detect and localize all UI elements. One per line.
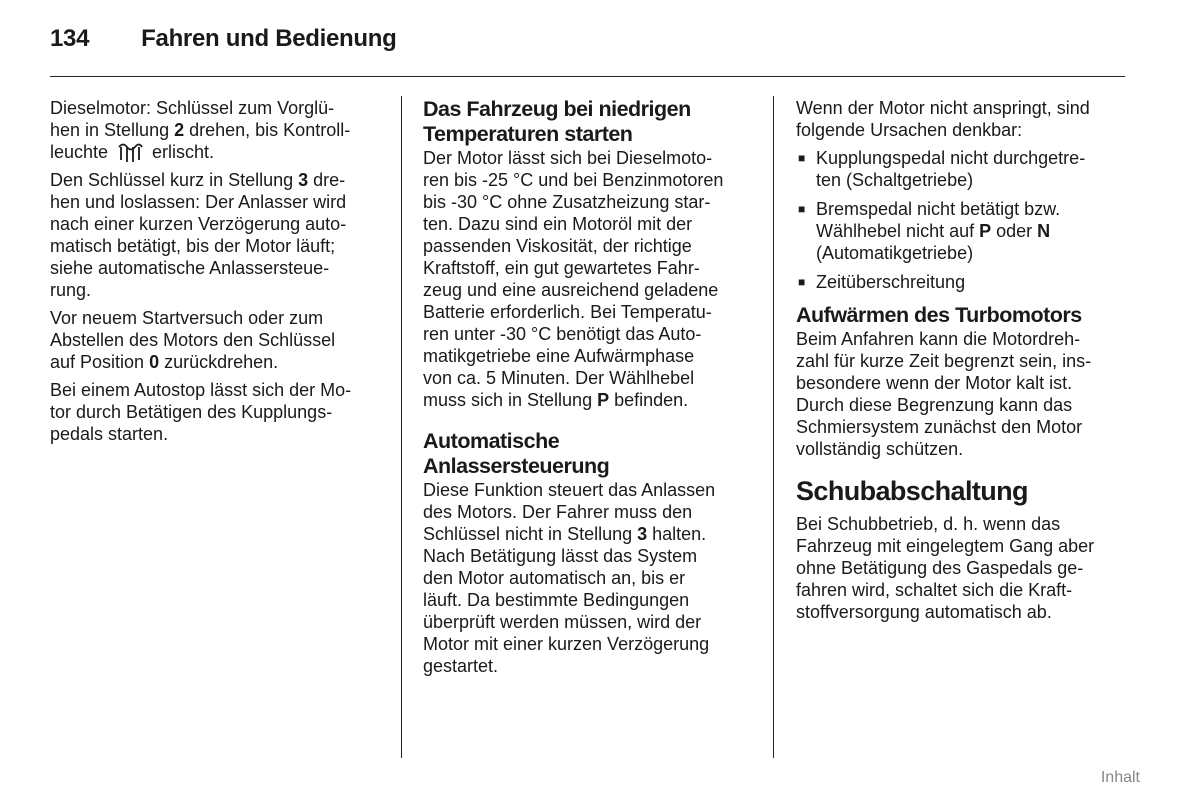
- heading-turbo-warmup: Aufwärmen des Turbomotors: [796, 303, 1082, 327]
- preglow-warning-icon: [117, 143, 143, 163]
- paragraph-turbo-warmup: Beim Anfahren kann die Motordreh- zahl für kurze Zeit begrenzt sein, ins- besondere wenn der Motor kalt ist. Durch diese Begrenzung kann das Schmiersystem zunächst den Motor vollständig schützen.: [796, 329, 1092, 459]
- heading-low-temperature-start: Das Fahrzeug bei niedrigen Temperaturen starten: [423, 97, 691, 146]
- heading-automatic-starter: Automatische Anlassersteuerung: [423, 429, 610, 478]
- page-title: Fahren und Bedienung: [141, 25, 397, 52]
- column-3: [796, 97, 1132, 629]
- bullet-square-icon: ■: [798, 151, 806, 165]
- paragraph-low-temperature: Der Motor lässt sich bei Dieselmoto- ren bis -25 °C und bei Benzinmotoren bis -30 °C ohne Zusatzheizung star- ten. Dazu sind ein Motoröl mit der passenden Viskosität, der richtige Kraftstoff, ein gut gewartetes Fahr- zeug und eine ausreichend geladene Batterie erforderlich. Bei Temperatu- ren unter -30 °C benötigt das Auto- matikgetriebe eine Aufwärmphase von ca. 5 Minuten. Der Wählhebel muss sich in Stellung P befinden.: [423, 148, 724, 410]
- page-header: [50, 25, 397, 53]
- causes-list: [796, 147, 1132, 293]
- paragraph-restart: Vor neuem Startversuch oder zum Abstellen des Motors den Schlüssel auf Position 0 zurückdrehen.: [50, 308, 336, 372]
- paragraph-key-start: Den Schlüssel kurz in Stellung 3 dre- hen und loslassen: Der Anlasser wird nach einer kurzen Verzögerung auto- matisch betätigt, bis der Motor läuft; siehe automatische Anlassersteue- rung.: [50, 170, 347, 300]
- list-item: ■ Zeitüberschreitung: [798, 272, 966, 292]
- list-item: ■ Bremspedal nicht betätigt bzw. Wählhebel nicht auf P oder N (Automatikgetriebe): [798, 199, 1061, 263]
- column-2: [423, 97, 758, 683]
- bullet-square-icon: ■: [798, 275, 806, 289]
- paragraph-fuel-cutoff: Bei Schubbetrieb, d. h. wenn das Fahrzeug mit eingelegtem Gang aber ohne Betätigung des Gaspedals ge- fahren wird, schaltet sich die Kraft- stoffversorgung automatisch ab.: [796, 514, 1095, 622]
- paragraph-causes: Wenn der Motor nicht anspringt, sind folgende Ursachen denkbar:: [796, 98, 1090, 140]
- bullet-square-icon: ■: [798, 202, 806, 216]
- heading-fuel-cutoff: Schubabschaltung: [796, 476, 1028, 506]
- column-divider-1: [401, 96, 402, 758]
- contents-link[interactable]: Inhalt: [1100, 769, 1140, 786]
- paragraph-automatic-starter: Diese Funktion steuert das Anlassen des Motors. Der Fahrer muss den Schlüssel nicht in Stellung 3 halten. Nach Betätigung lässt das System den Motor automatisch an, bis er läuft. Da bestimmte Bedingungen überprüft werden müssen, wird der Motor mit einer kurzen Verzögerung gestartet.: [423, 480, 716, 676]
- page-number: 134: [50, 25, 90, 52]
- column-divider-2: [773, 96, 774, 758]
- paragraph-glow-plug: Dieselmotor: Schlüssel zum Vorglü- hen in Stellung 2 drehen, bis Kontroll- leuchte erlischt.: [50, 98, 351, 162]
- header-rule: [50, 76, 1125, 77]
- column-1: [50, 97, 388, 451]
- list-item: ■ Kupplungspedal nicht durchgetre- ten (Schaltgetriebe): [798, 148, 1086, 190]
- paragraph-autostop: Bei einem Autostop lässt sich der Mo- tor durch Betätigen des Kupplungs- pedals starten.: [50, 380, 352, 444]
